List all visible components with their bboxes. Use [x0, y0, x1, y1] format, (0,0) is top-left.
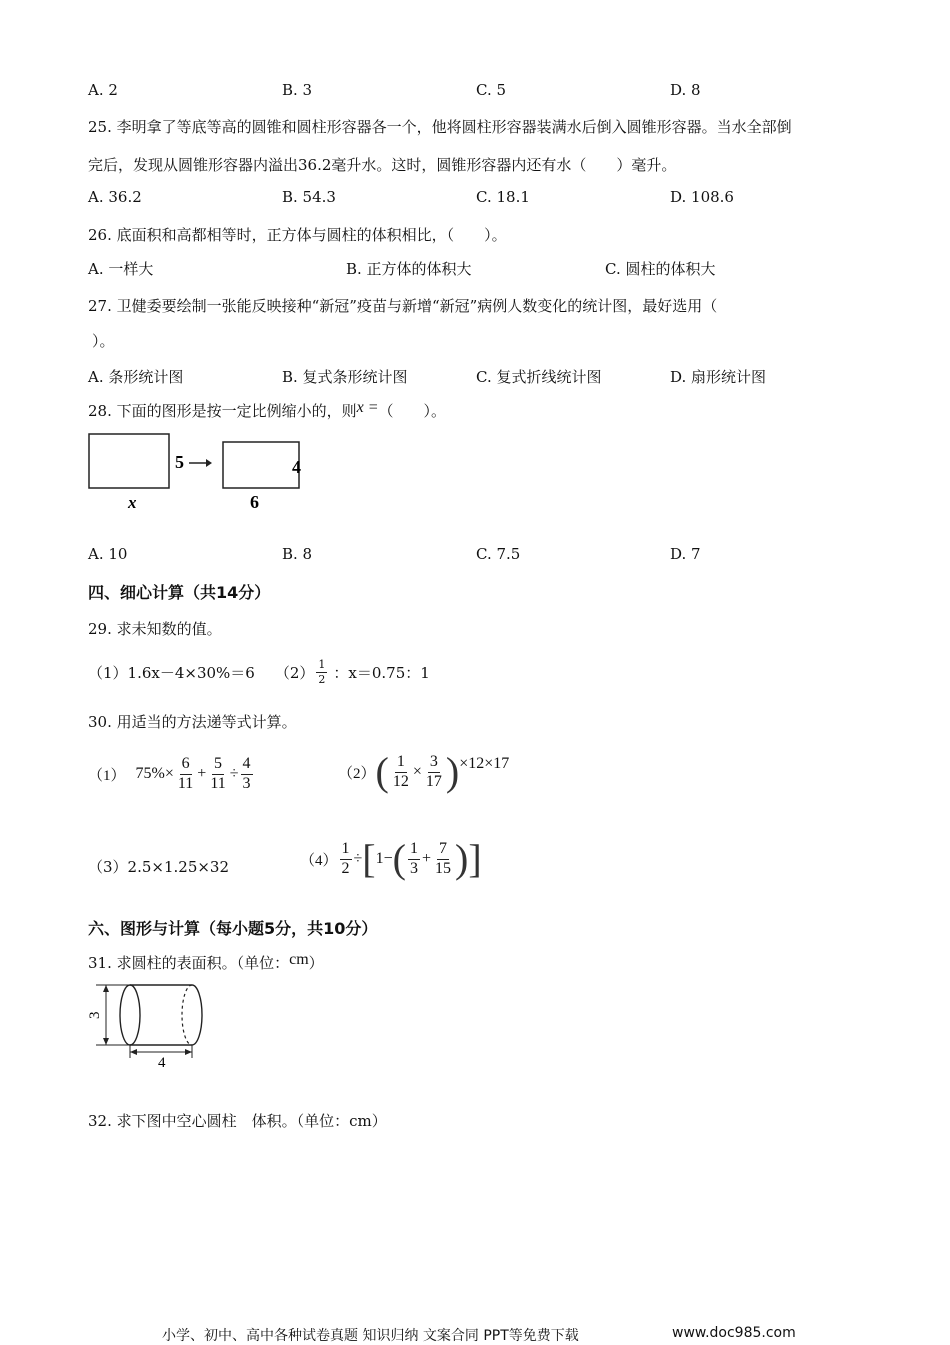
q29-fraction — [316, 659, 327, 685]
q30-p2-times: × — [412, 763, 422, 780]
q24-option-d: D. 8 — [670, 81, 701, 99]
q27-text-line1: 27. 卫健委要绘制一张能反映接种“新冠”疫苗与新增“新冠”病例人数变化的统计图，最好选用（ — [88, 297, 718, 315]
q28-original-rectangle — [89, 434, 169, 488]
footer-url[interactable]: www.doc985.com — [672, 1325, 796, 1341]
q30-problem-3: （3）2.5×1.25×32 — [88, 858, 230, 876]
q30-p1-f2-numerator: 5 — [212, 756, 224, 775]
q30-p2-f1-numerator: 1 — [395, 754, 407, 773]
q30-p2-left-paren: ( — [375, 749, 389, 794]
q30-p2-right-paren: ) — [445, 749, 460, 794]
q29-problem-1: （1）1.6x－4×30%＝6 — [88, 663, 255, 682]
q27-option-d: D. 扇形统计图 — [670, 368, 767, 386]
q30-p4-divide: ÷ — [353, 850, 363, 867]
q24-option-c: C. 5 — [476, 81, 507, 99]
q29-problem-2-label: （2） — [274, 663, 315, 682]
q30-p1-f1-numerator: 6 — [180, 756, 192, 775]
q30-p2-f1-denominator: 12 — [392, 772, 409, 790]
q30-p4-f3-numerator: 7 — [437, 841, 449, 860]
q29-problem-2-rest: ：x＝0.75：1 — [333, 663, 430, 682]
q30-p4-left-bracket: [ — [362, 836, 376, 881]
q30-text: 30. 用适当的方法递等式计算。 — [88, 713, 297, 731]
q26-option-a: A. 一样大 — [88, 260, 154, 278]
q30-p1-f3-numerator: 4 — [241, 756, 253, 775]
q31-length-arrow-left-icon — [130, 1049, 137, 1055]
q28-right-side-label: 4 — [292, 457, 301, 477]
q30-p1-fraction-1 — [176, 756, 195, 793]
q30-p1-fraction-2 — [208, 756, 227, 793]
q30-p4-right-bracket: ] — [468, 836, 482, 881]
q27-option-a: A. 条形统计图 — [88, 368, 184, 386]
q30-problem-1 — [88, 746, 255, 802]
q28-arrow-head-icon — [206, 459, 212, 467]
q25-text-line2: 完后，发现从圆锥形容器内溢出36.2毫升水。这时，圆锥形容器内还有水（ ）毫升。 — [88, 156, 677, 174]
q26-option-b: B. 正方体的体积大 — [346, 260, 472, 278]
q30-problem-4-label: （4） — [300, 852, 338, 869]
q28-text — [88, 400, 446, 421]
q30-problem-2-label: （2） — [338, 765, 376, 782]
q31-cylinder-figure — [86, 980, 216, 1070]
q28-option-d: D. 7 — [670, 545, 701, 563]
q31-height-arrow-bottom-icon — [103, 1038, 109, 1045]
q25-option-d: D. 108.6 — [670, 188, 734, 206]
q31-cylinder-left-face — [120, 985, 140, 1045]
q30-p4-one-minus: 1− — [375, 850, 393, 867]
q24-option-a: A. 2 — [88, 81, 118, 99]
footer-text: 小学、初中、高中各种试卷真题 知识归纳 文案合同 PPT等免费下载 — [162, 1328, 579, 1344]
q31-height-arrow-top-icon — [103, 985, 109, 992]
q30-p2-f2-numerator: 3 — [428, 754, 440, 773]
q25-option-c: C. 18.1 — [476, 188, 530, 206]
q31-cylinder-right-face-front — [192, 985, 202, 1045]
q28-left-bottom-label: x — [128, 493, 137, 512]
q28-text-a: 28. 下面的图形是按一定比例缩小的，则 — [88, 402, 357, 420]
q30-p4-left-paren: ( — [392, 836, 406, 881]
q27-option-c: C. 复式折线统计图 — [476, 368, 602, 386]
q30-p4-f1-numerator: 1 — [340, 841, 352, 860]
q24-option-b: B. 3 — [282, 81, 313, 99]
q30-p1-f1-denominator: 11 — [177, 774, 194, 792]
q30-problem-1-prefix: 75%× — [135, 765, 174, 782]
q28-text-b: （ ）。 — [378, 402, 447, 420]
q27-option-b: B. 复式条形统计图 — [282, 368, 408, 386]
q29-text: 29. 求未知数的值。 — [88, 620, 222, 638]
q30-problem-1-label: （1） — [88, 767, 126, 784]
q30-p1-fraction-3 — [241, 756, 253, 793]
q31-text — [88, 952, 324, 973]
q25-text-line1: 25. 李明拿了等底等高的圆锥和圆柱形容器各一个，他将圆柱形容器装满水后倒入圆锥形容器。当水全部倒 — [88, 118, 792, 136]
q25-option-b: B. 54.3 — [282, 188, 336, 206]
section-6-heading: 六、图形与计算（每小题5分，共10分） — [88, 919, 378, 938]
q30-p1-f2-denominator: 11 — [210, 774, 226, 792]
q28-scale-figure — [86, 430, 316, 515]
q29-fraction-numerator: 1 — [318, 657, 326, 671]
q30-p2-f2-denominator: 17 — [425, 772, 442, 790]
q28-option-c: C. 7.5 — [476, 545, 521, 563]
q31-length-arrow-right-icon — [185, 1049, 192, 1055]
q30-p2-fraction-2 — [424, 754, 444, 791]
q28-option-b: B. 8 — [282, 545, 313, 563]
q28-variable: x = — [356, 399, 379, 416]
q30-p4-fraction-3 — [433, 841, 453, 878]
q26-option-c: C. 圆柱的体积大 — [605, 260, 716, 278]
q30-p2-tail: ×12×17 — [459, 755, 510, 772]
q30-p1-divide: ÷ — [229, 765, 239, 782]
q26-text: 26. 底面积和高都相等时，正方体与圆柱的体积相比，（ ）。 — [88, 226, 507, 244]
section-4-heading: 四、细心计算（共14分） — [88, 583, 271, 602]
q27-text-line2: ）。 — [92, 332, 115, 350]
q28-left-side-label: 5 — [175, 452, 184, 472]
q30-p4-f2-denominator: 3 — [409, 859, 418, 877]
q31-cylinder-right-face-hidden — [182, 985, 192, 1045]
q30-p4-right-paren: ) — [455, 836, 469, 881]
q31-text-main: 31. 求圆柱的表面积。（单位： — [88, 954, 290, 972]
q31-text-close: ） — [308, 954, 324, 972]
q30-p4-plus: + — [421, 850, 432, 867]
q30-p2-fraction-1 — [391, 754, 411, 791]
q31-height-label: 3 — [87, 1011, 103, 1019]
q30-p4-fraction-1 — [340, 841, 352, 878]
q30-problem-4 — [300, 830, 482, 888]
q30-p4-f3-denominator: 15 — [435, 859, 452, 877]
q30-p1-f3-denominator: 3 — [242, 774, 251, 792]
q30-p4-fraction-2 — [408, 841, 420, 878]
q25-option-a: A. 36.2 — [88, 188, 142, 206]
q30-problem-2 — [338, 744, 509, 800]
q29-problems — [88, 648, 430, 696]
q32-text: 32. 求下图中空心圆柱 体积。（单位：cm） — [88, 1112, 387, 1130]
q30-p4-f1-denominator: 2 — [341, 859, 350, 877]
q31-unit: cm — [289, 951, 309, 968]
q31-length-label: 4 — [158, 1055, 166, 1070]
q30-p1-plus: + — [197, 765, 207, 782]
q29-fraction-denominator: 2 — [318, 672, 326, 686]
q28-reduced-rectangle — [223, 442, 299, 488]
q28-right-bottom-label: 6 — [250, 492, 259, 512]
q28-option-a: A. 10 — [88, 545, 128, 563]
q30-p4-f2-numerator: 1 — [408, 841, 420, 860]
